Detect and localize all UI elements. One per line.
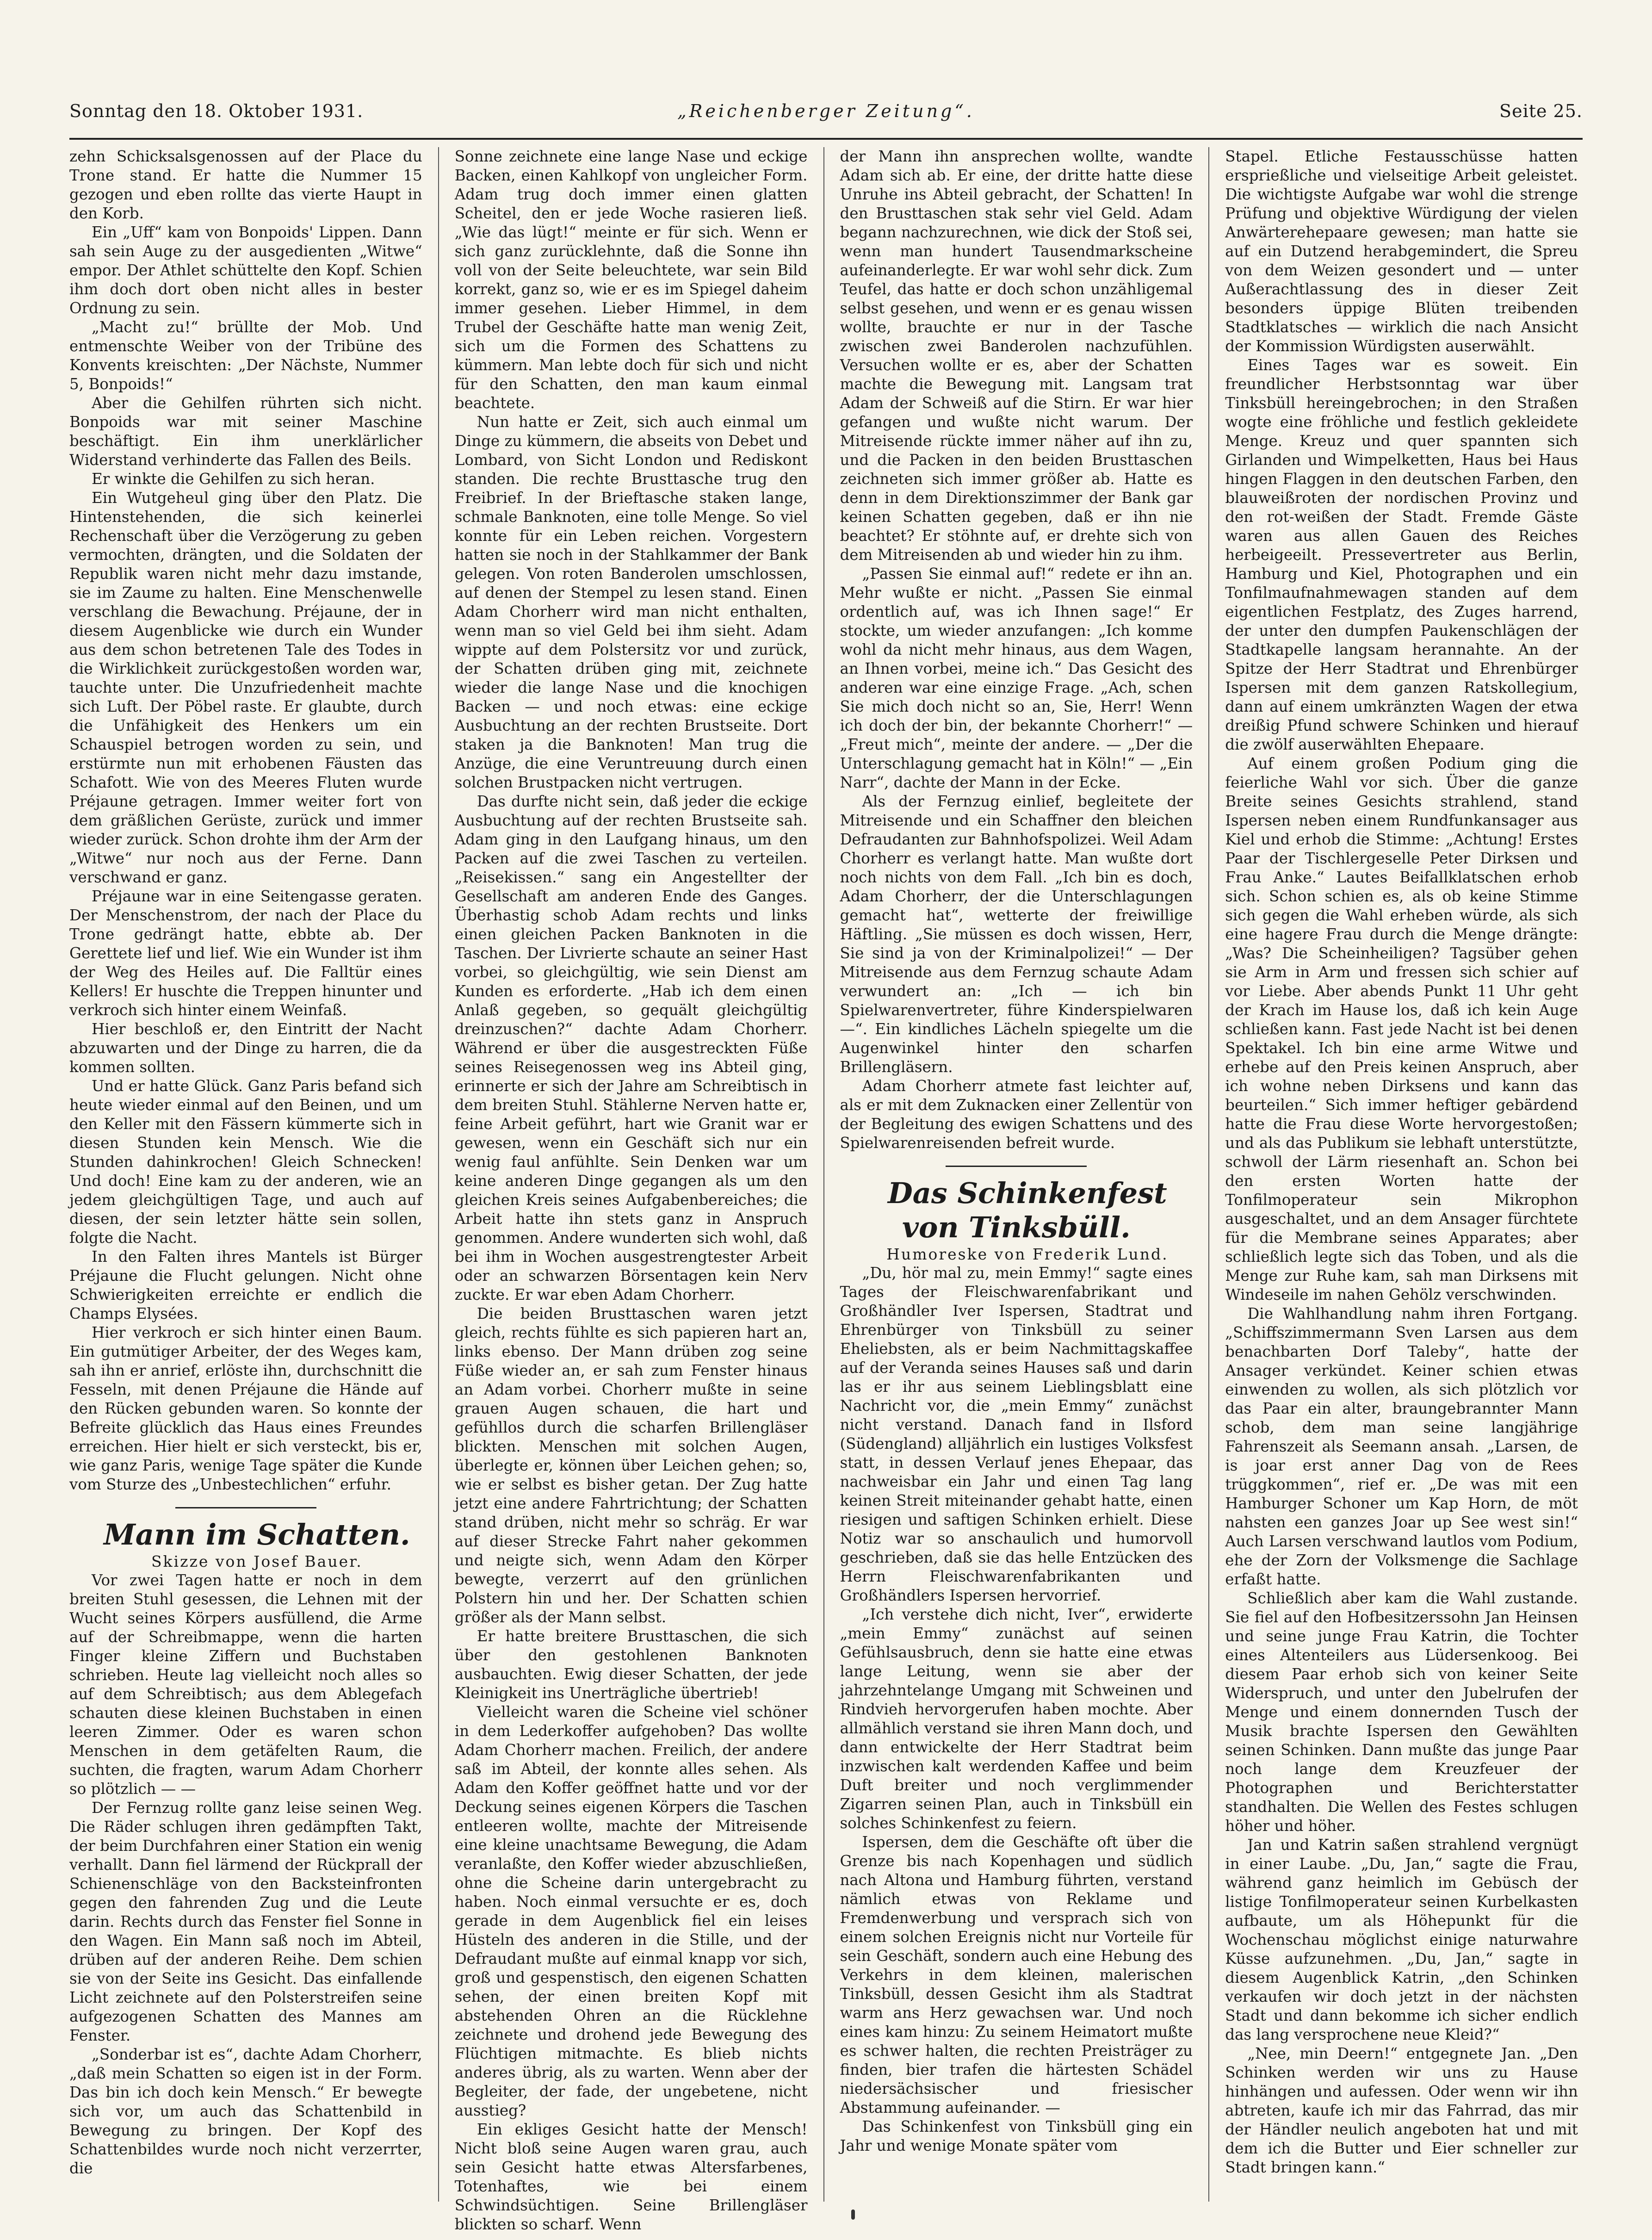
paragraph: Stapel. Etliche Festausschüsse hatten ersprießliche und vielseitige Arbeit geleistet. Die wichtigste Aufgabe war wohl die strenge Prüfung und objektive Würdigung der vielen Anwärterehepaare gewesen; man hatte sie auf ein Dutzend herabgemindert, die Spreu von dem Weizen gesondert und — unter Außerachtlassung des in dieser Zeit besonders üppige Blüten treibenden Stadtklatsches — wirklich die nach Ansicht der Kommission Würdigsten auserwählt.	[1225, 148, 1578, 355]
paragraph: Er hatte breitere Brusttaschen, die sich über den gestohlenen Banknoten ausbauchten. Ewig dieser Schatten, der jede Kleinigkeit ins Unerträgliche übertrieb!	[454, 1627, 808, 1702]
paragraph: „Nee, min Deern!“ entgegnete Jan. „Den Schinken werden wir uns zu Hause hinhängen und aufessen. Oder wenn wir ihn abtreten, kaufe ich mir das Fahrrad, das mir der Händler neulich angeboten hat und mit dem ich die Butter und Eier schneller zur Stadt bringen kann.“	[1225, 2045, 1578, 2176]
paragraph: Hier verkroch er sich hinter einen Baum. Ein gutmütiger Arbeiter, der des Weges kam, sah ihn er anrief, erlöste ihn, durchschnitt die Fesseln, mit denen Préjaune die Hände auf den Rücken gebunden waren. So konnte der Befreite glücklich das Haus eines Freundes erreichen. Hier hielt er sich versteckt, bis er, wie ganz Paris, wenige Tage später die Kunde vom Sturze des „Unbestechlichen“ erfuhr.	[69, 1324, 422, 1493]
paragraph: Vor zwei Tagen hatte er noch in dem breiten Stuhl gesessen, die Lehnen mit der Wucht seines Körpers ausfüllend, die Arme auf der Schreibmappe, wenn die harten Finger kleine Ziffern und Buchstaben schrieben. Heute lag vielleicht noch alles so auf dem Schreibtisch; aus dem Ablegefach schauten diese kleinen Buchstaben in einen leeren Zimmer. Oder es waren schon Menschen in dem getäfelten Raum, die suchten, die fragten, warum Adam Chorherr so plötzlich — —	[69, 1571, 422, 1798]
paragraph: Ein „Uff“ kam von Bonpoids' Lippen. Dann sah sein Auge zu der ausgedienten „Witwe“ empor. Der Athlet schüttelte den Kopf. Schien ihm doch dort oben nicht alles in bester Ordnung zu sein.	[69, 223, 422, 317]
paragraph: Auf einem großen Podium ging die feierliche Wahl vor sich. Über die ganze Breite seines Gesichts strahlend, stand Ispersen neben einem Rundfunkansager aus Kiel und erhob die Stimme: „Achtung! Erstes Paar der Tischlergeselle Peter Dirksen und Frau Anke.“ Lautes Beifallklatschen erhob sich. Schon schien es, als ob keine Stimme sich gegen die Wahl erheben würde, als sich eine hagere Frau durch die Menge drängte: „Was? Die Scheinheiligen? Tagsüber gehen sie Arm in Arm und fressen sich schier auf vor Liebe. Aber abends Punkt 11 Uhr geht der Krach im Hause los, daß ich kein Auge schließen kann. Fast jede Nacht ist bei denen Spektakel. Ich bin eine arme Witwe und erhebe auf den Preis keinen Anspruch, aber ich wohne neben Dirksens und kann das beurteilen.“ Sich immer heftiger gebärdend hatte die Frau diese Worte hervorgestoßen; und als das Publikum sie lebhaft unterstützte, schwoll der Lärm riesenhaft an. Schon bei den ersten Worten hatte der Tonfilmoperateur sein Mikrophon ausgeschaltet, und an dem Ansager fürchtete für die Membrane seines Apparates; aber schließlich legte sich das Toben, und als die Menge zur Ruhe kam, sah man Dirksens mit Windeseile im nahen Gehölz verschwinden.	[1225, 755, 1578, 1303]
newspaper-name: „Reichenberger Zeitung“.	[677, 101, 975, 121]
column-4	[1225, 147, 1578, 2202]
issue-date: Sonntag den 18. Oktober 1931.	[69, 101, 364, 121]
paragraph: Das Schinkenfest von Tinksbüll ging ein Jahr und wenige Monate später vom	[840, 2118, 1193, 2154]
paragraph: Sonne zeichnete eine lange Nase und eckige Backen, einen Kahlkopf von ungleicher Form. Adam trug doch immer einen glatten Scheitel, den er jede Woche rasieren ließ. „Wie das lügt!“ meinte er für sich. Wenn er sich ganz zurücklehnte, daß die Sonne ihn voll von der Seite beleuchtete, war sein Bild korrekt, ganz so, wie er es im Spiegel daheim immer gesehen. Lieber Himmel, in dem Trubel der Geschäfte hatte man wenig Zeit, sich um die Formen des Schattens zu kümmern. Man lebte doch für sich und nicht für den Schatten, den man kaum einmal beachtete.	[454, 148, 808, 412]
paragraph: der Mann ihn ansprechen wollte, wandte Adam sich ab. Er eine, der dritte hatte diese Unruhe ins Abteil gebracht, der Schatten! In den Brusttaschen stak sehr viel Geld. Adam begann nachzurechnen, wie dick der Stoß sei, wenn man hundert Tausendmarkscheine aufeinanderlegte. Er war wohl sehr dick. Zum Teufel, das hatte er doch schon unzähligemal selbst gesehen, und wenn er es genau wissen wollte, brauchte er nur in der Tasche zwischen zwei Banderolen nachzufühlen. Versuchen wollte er es, aber der Schatten machte die Bewegung mit. Langsam trat Adam der Schweiß auf die Stirn. Er war hier gefangen und wußte nicht warum. Der Mitreisende rückte immer näher auf ihn zu, und die Packen in den beiden Brusttaschen zeichneten sich immer größer ab. Hatte es denn in dem Direktionszimmer der Bank gar keinen Schatten gegeben, daß er ihn nie beachtet? Er stöhnte auf, er drehte sich von dem Mitreisenden ab und wieder hin zu ihm.	[840, 148, 1193, 564]
paragraph: Er winkte die Gehilfen zu sich heran.	[92, 470, 375, 488]
paragraph: Das durfte nicht sein, daß jeder die eckige Ausbuchtung auf der rechten Brustseite sah. Adam ging in den Laufgang hinaus, um den Packen auf die zwei Taschen zu verteilen. „Reisekissen.“ sang ein Angestellter der Gesellschaft am anderen Ende des Ganges. Überhastig schob Adam rechts und links einen gleichen Packen Banknoten in die Taschen. Der Livrierte schaute an seiner Hast vorbei, so gleichgültig, wie sein Dienst am Kunden es erforderte. „Hab ich dem einen Anlaß gegeben, so gequält gleichgültig dreinzuschen?“ dachte Adam Chorherr. Während er über die ausgestreckten Füße seines Reisegenossen weg ins Abteil ging, erinnerte er sich der Jahre am Schreibtisch in dem breiten Stuhl. Stählerne Nerven hatte er, feine Arbeit geführt, hart wie Granit war er gewesen, wenn ein Geschäft sich nur ein wenig faul anfühlte. Sein Denken war um keine anderen Dinge gegangen als um den gleichen Kreis seines Aufgabenbereiches; die Arbeit hatte ihn stets ganz in Anspruch genommen. Andere wunderten sich wohl, daß bei ihm in Wochen ausgestrengtester Arbeit oder an schwarzen Börsentagen kein Nerv zuckte. Er war eben Adam Chorherr.	[454, 793, 808, 1303]
column-3	[840, 147, 1210, 2202]
paragraph: Die beiden Brusttaschen waren jetzt gleich, rechts fühlte es sich papieren hart an, links ebenso. Der Mann drüben zog seine Füße wieder an, er sah zum Fenster hinaus an Adam vorbei. Chorherr mußte in seine grauen Augen schauen, die hart und gefühllos durch die scharfen Brillengläser blickten. Menschen mit solchen Augen, überlegte er, können über Leichen gehen; so, wie er selbst es bisher getan. Der Zug hatte jetzt eine andere Fahrtrichtung; der Schatten stand drüben, nicht mehr so schräg. Er war auf dieser Strecke Fahrt naher gekommen und neigte sich, wenn Adam den Körper bewegte, verzerrt auf den grünlichen Polstern hin und her. Der Schatten schien größer als der Mann selbst.	[454, 1305, 808, 1626]
paragraph: Nun hatte er Zeit, sich auch einmal um Dinge zu kümmern, die abseits von Debet und Lombard, von Sicht London und Rediskont standen. Die rechte Brusttasche trug den Freibrief. In der Brieftasche staken lange, schmale Banknoten, eine tolle Menge. So viel konnte für ein Leben reichen. Vorgestern hatten sie noch in der Stahlkammer der Bank gelegen. Von roten Banderolen umschlossen, auf denen der Stempel zu lesen stand. Einen Adam Chorherr wird man nicht enthalten, wenn man so viel Geld bei ihm sieht. Adam wippte auf dem Polstersitz vor und zurück, der Schatten drüben ging mit, zeichnete wieder die lange Nase und die knochigen Backen — und noch etwas: eine eckige Ausbuchtung an der rechten Brustseite. Dort staken ja die Banknoten! Man trug die Anzüge, die eine Veruntreuung durch einen solchen Brustpacken nicht vertrugen.	[454, 413, 808, 791]
paragraph: Eines Tages war es soweit. Ein freundlicher Herbstsonntag war über Tinksbüll hereingebrochen; in den Straßen wogte eine fröhliche und festlich gekleidete Menge. Kreuz und quer spannten sich Girlanden und Wimpelketten, Haus bei Haus hingen Flaggen in den deutschen Farben, den blauweißroten der nordischen Provinz und den rot-weißen der Stadt. Fremde Gäste waren aus allen Gauen des Reiches herbeigeeilt. Pressevertreter aus Berlin, Hamburg und Kiel, Photographen und ein Tonfilmaufnahmewagen standen auf dem eigentlichen Festplatz, des Zuges harrend, der unter den dumpfen Paukenschlägen der Stadtkapelle langsam herannahte. An der Spitze der Herr Stadtrat und Ehrenbürger Ispersen mit dem ganzen Ratskollegium, dann auf einem umkränzten Wagen der etwa dreißig Pfund schwere Schinken und hierauf die zwölf auserwählten Ehepaare.	[1225, 356, 1578, 753]
page-header	[69, 101, 1583, 140]
article-title: Das Schinkenfest von Tinksbüll.	[887, 1176, 1167, 1244]
paragraph: „Du, hör mal zu, mein Emmy!“ sagte eines Tages der Fleischwarenfabrikant und Großhändler Iver Ispersen, Stadtrat und Ehrenbürger von Tinksbüll zu seiner Eheliebsten, als er beim Nachmittagskaffee auf der Veranda seines Hauses saß und darin las er ihr aus seinem Lieblingsblatt eine Nachricht vor, die „mein Emmy“ zunächst nicht verstand. Danach fand in Ilsford (Südengland) alljährlich ein lustiges Volksfest statt, in dessen Verlauf jenes Ehepaar, das nachweisbar ein Jahr und einen Tag lang keinen Streit miteinander gehabt hatte, einen riesigen und saftigen Schinken erhielt. Diese Notiz war so anschaulich und humorvoll geschrieben, daß sie das helle Entzücken des Herrn Fleischwarenfabrikanten und Großhändlers Ispersen hervorrief.	[840, 1264, 1193, 1604]
paragraph: Aber die Gehilfen rührten sich nicht. Bonpoids war mit seiner Maschine beschäftigt. Ein ihm unerklärlicher Widerstand verhinderte das Fallen des Beils.	[69, 394, 422, 469]
article-byline: Skizze von Josef Bauer.	[151, 1552, 363, 1570]
page-number: Seite 25.	[1499, 101, 1583, 121]
paragraph: Ispersen, dem die Geschäfte oft über die Grenze bis nach Kopenhagen und südlich nach Altona und Hamburg führten, verstand nämlich etwas von Reklame und Fremdenwerbung und versprach sich von einem solchen Ereignis nicht nur Vorteile für sein Geschäft, sondern auch eine Hebung des Verkehrs in dem kleinen, malerischen Tinksbüll, dessen Gesicht ihm als Stadtrat warm ans Herz gewachsen war. Und noch eines kam hinzu: Zu seinem Heimatort mußte es schwer halten, die rechten Preisträger zu finden, bier trafen die härtesten Schädel niedersächsischer und friesischer Abstammung aufeinander. —	[840, 1833, 1193, 2116]
column-2	[454, 147, 824, 2233]
paragraph: Ein ekliges Gesicht hatte der Mensch! Nicht bloß seine Augen waren grau, auch sein Gesicht hatte etwas Altersfarbenes, Totenhaftes, wie bei einem Schwindsüchtigen. Seine Brillengläser blickten so scharf. Wenn	[454, 2121, 808, 2233]
paragraph: Hier beschloß er, den Eintritt der Nacht abzuwarten und der Dinge zu harren, die da kommen sollten.	[69, 1020, 422, 1076]
column-1	[69, 147, 439, 2202]
paragraph: Vielleicht waren die Scheine viel schöner in dem Lederkoffer aufgehoben? Das wollte Adam Chorherr machen. Freilich, der andere saß im Abteil, der konnte alles sehen. Als Adam den Koffer geöffnet hatte und vor der Deckung seines eigenen Körpers die Taschen entleeren wollte, machte der Mitreisende eine kleine unachtsame Bewegung, die Adam veranlaßte, den Koffer wieder abzuschließen, ohne die Scheine darin untergebracht zu haben. Noch einmal versuchte er es, doch gerade in dem Augenblick fiel ein leises Hüsteln des anderen in die Stille, und der Defraudant mußte auf einmal knapp vor sich, groß und gespenstisch, den eigenen Schatten sehen, der einen breiten Kopf mit abstehenden Ohren an die Rücklehne zeichnete und drohend jede Bewegung des Flüchtigen mitmachte. Es blieb nichts anderes übrig, als zu warten. Wenn aber der Begleiter, der fade, der ungebetene, nicht ausstieg?	[454, 1703, 808, 2119]
section-divider	[175, 1507, 316, 1508]
paragraph: zehn Schicksalsgenossen auf der Place du Trone stand. Er hatte die Nummer 15 gezogen und eben rollte das vierte Haupt in den Korb.	[69, 148, 422, 222]
print-mark	[851, 2209, 855, 2220]
paragraph: „Macht zu!“ brüllte der Mob. Und entmenschte Weiber von der Tribüne des Konvents kreischten: „Der Nächste, Nummer 5, Bonpoids!“	[69, 318, 422, 393]
paragraph: Die Wahlhandlung nahm ihren Fortgang. „Schiffszimmermann Sven Larsen aus dem benachbarten Dorf Taleby“, hatte der Ansager verkündet. Keiner schien etwas einwenden zu wollen, als sich plötzlich vor das Paar ein alter, braungebrannter Mann schob, dem man seine langjährige Fahrenszeit als Seemann ansah. „Larsen, de is joar erst anner Dag von de Rees trüggkommen“, rief er. „De was mit een Hamburger Schoner um Kap Horn, de möt nahsten een ganzes Joar up See west sin!“ Auch Larsen verschwand lautlos vom Podium, ehe der Zorn der Volksmenge die Sachlage erfaßt hatte.	[1225, 1305, 1578, 1588]
paragraph: Und er hatte Glück. Ganz Paris befand sich heute wieder einmal auf den Beinen, und um den Keller mit den Fässern kümmerte sich in diesen Stunden kein Mensch. Wie die Stunden dahinkrochen! Gleich Schnecken! Und doch! Eine kam zu der anderen, wie an jedem gleichgültigen Tage, und auch auf diesen, der sein letzter hätte sein sollen, folgte die Nacht.	[69, 1077, 422, 1247]
article-title: Mann im Schatten.	[104, 1518, 410, 1551]
paragraph: Adam Chorherr atmete fast leichter auf, als er mit dem Zuknacken einer Zellentür von der Begleitung des ewigen Schattens und des Spielwarenreisenden befreit wurde.	[840, 1077, 1193, 1152]
paragraph: Der Fernzug rollte ganz leise seinen Weg. Die Räder schlugen ihren gedämpften Takt, der beim Durchfahren einer Station ein wenig verhallt. Dann fiel lärmend der Rückprall der Schienenschläge von den Backsteinfronten gegen den fahrenden Zug und die Leute darin. Rechts durch das Fenster fiel Sonne in den Wagen. Ein Mann saß noch im Abteil, drüben auf der anderen Reihe. Dem schien sie von der Seite ins Gesicht. Das einfallende Licht zeichnete auf den Polsterstreifen seine aufgezogenen Schatten des Mannes am Fenster.	[69, 1799, 422, 2044]
section-divider	[946, 1166, 1087, 1167]
paragraph: Ein Wutgeheul ging über den Platz. Die Hintenstehenden, die sich keinerlei Rechenschaft über die Verzögerung zu geben vermochten, drängten, und die Soldaten der Republik waren nicht mehr dazu imstande, sie im Zaume zu halten. Eine Menschenwelle verschlang die Bewachung. Préjaune, der in diesem Augenblicke wie durch ein Wunder aus dem schon betretenen Tale des Todes in die Wirklichkeit zurückgestoßen worden war, tauchte unter. Die Unzufriedenheit machte sich Luft. Der Pöbel raste. Er glaubte, durch die Unfähigkeit des Henkers um ein Schauspiel betrogen worden zu sein, und erstürmte nun mit erhobenen Fäusten das Schafott. Wie von des Meeres Fluten wurde Préjaune getragen. Immer weiter fort von dem gräßlichen Gerüste, zurück und immer wieder zurück. Schon drohte ihm der Arm der „Witwe“ nur noch aus der Ferne. Dann verschwand er ganz.	[69, 489, 422, 886]
article-byline: Humoreske von Frederik Lund.	[886, 1245, 1169, 1263]
paragraph: „Ich verstehe dich nicht, Iver“, erwiderte „mein Emmy“ zunächst auf seinen Gefühlsausbruch, denn sie hatte eine etwas lange Leitung, wenn sie aber der jahrzehntelange Umgang mit Schweinen und Rindvieh hervorgerufen haben mochte. Aber allmählich verstand sie ihren Mann doch, und dann entwickelte der Herr Stadtrat beim inzwischen kalt werdenden Kaffee und beim Duft breiter und noch verglimmender Zigarren seinen Plan, auch in Tinksbüll ein solches Schinkenfest zu feiern.	[840, 1606, 1193, 1832]
paragraph: „Passen Sie einmal auf!“ redete er ihn an. Mehr wußte er nicht. „Passen Sie einmal ordentlich auf, was ich Ihnen sage!“ Er stockte, um wieder anzufangen: „Ich komme wohl da nicht mehr hinaus, aus dem Wagen, an Ihnen vorbei, meine ich.“ Das Gesicht des anderen war eine einzige Frage. „Ach, schen Sie mich doch nicht so an, Sie, Herr! Wenn ich doch der bin, der bekannte Chorherr!“ — „Freut mich“, meinte der andere. — „Der die Unterschlagung gemacht hat in Köln!“ — „Ein Narr“, dachte der Mann in der Ecke.	[840, 565, 1193, 791]
paragraph: In den Falten ihres Mantels ist Bürger Préjaune die Flucht gelungen. Nicht ohne Schwierigkeiten erreichte er endlich die Champs Elysées.	[69, 1248, 422, 1322]
paragraph: Jan und Katrin saßen strahlend vergnügt in einer Laube. „Du, Jan,“ sagte die Frau, während ganz heimlich im Gebüsch der listige Tonfilmoperateur seinen Kurbelkasten aufbaute, um als Höhepunkt für die Wochenschau möglichst einige naturwahre Küsse aufzunehmen. „Du, Jan,“ sagte in diesem Augenblick Katrin, „den Schinken verkaufen wir doch jetzt in der nächsten Stadt und dann bekomme ich sicher endlich das lang versprochene neue Kleid?“	[1225, 1836, 1578, 2043]
paragraph: „Sonderbar ist es“, dachte Adam Chorherr, „daß mein Schatten so eigen ist in der Form. Das bin ich doch kein Mensch.“ Er bewegte sich vor, um auch das Schattenbild in Bewegung zu bringen. Der Kopf des Schattenbildes wurde noch nicht verzerrter, die	[69, 2046, 422, 2177]
paragraph: Schließlich aber kam die Wahl zustande. Sie fiel auf den Hofbesitzerssohn Jan Heinsen und seine junge Frau Katrin, die Tochter eines Altenteilers aus Lüdersenkoog. Bei diesem Paar erhob sich von keiner Seite Widerspruch, und unter den Jubelrufen der Menge und einem donnernden Tusch der Musik brachte Ispersen den Gewählten seinen Schinken. Dann mußte das junge Paar noch lange dem Kreuzfeuer der Photographen und Berichterstatter standhalten. Die Wellen des Festes schlugen höher und höher.	[1225, 1589, 1578, 1835]
paragraph: Als der Fernzug einlief, begleitete der Mitreisende und ein Schaffner den bleichen Defraudanten zur Bahnhofspolizei. Weil Adam Chorherr es verlangt hatte. Man wußte dort noch nichts von dem Fall. „Ich bin es doch, Adam Chorherr, der die Unterschlagungen gemacht hat“, wetterte der freiwillige Häftling. „Sie müssen es doch wissen, Herr, Sie sind ja von der Kriminalpolizei!“ — Der Mitreisende aus dem Fernzug schaute Adam verwundert an: „Ich — ich bin Spielwarenvertreter, führe Kinderspielwaren —“. Ein kindliches Lächeln spiegelte um die Augenwinkel hinter den scharfen Brillengläsern.	[840, 793, 1193, 1076]
text-columns	[69, 147, 1578, 2233]
paragraph: Préjaune war in eine Seitengasse geraten. Der Menschenstrom, der nach der Place du Trone gedrängt hatte, ebbte ab. Der Gerettete lief und lief. Wie ein Wunder ist ihm der Weg des Heiles auf. Die Falltür eines Kellers! Er huschte die Treppen hinunter und verkroch sich hinter einem Weinfaß.	[69, 887, 422, 1019]
